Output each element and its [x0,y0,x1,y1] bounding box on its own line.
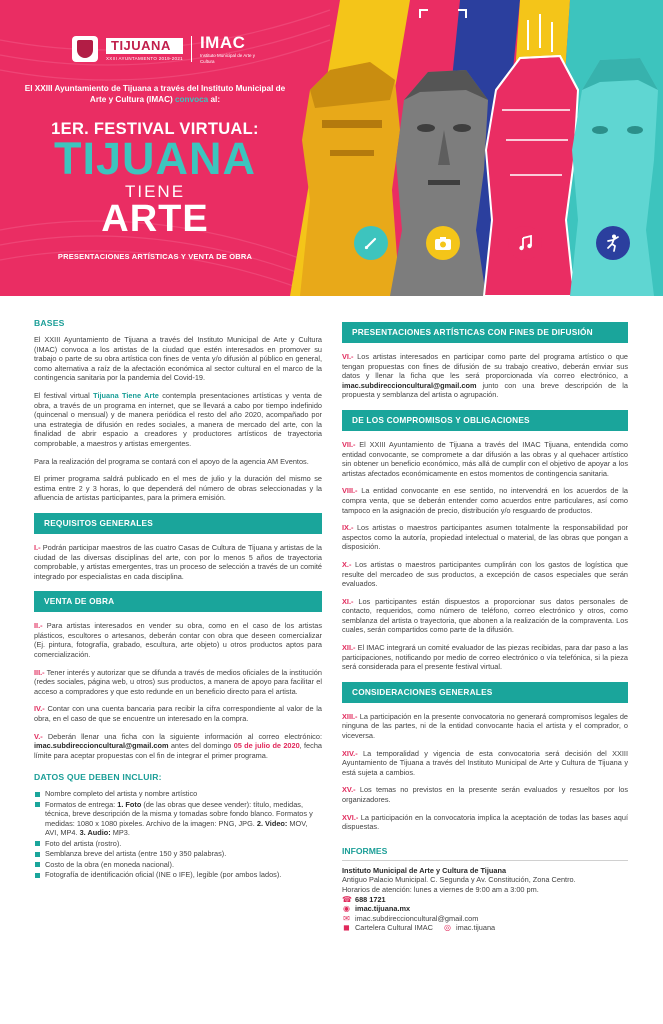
intro-part-a: El XXIII Ayuntamiento de Tijuana a través del Instituto Municipal de Arte y Cultura (IMAC) [24,84,286,104]
website-link[interactable]: imac.tijuana.mx [355,904,411,914]
email-row [342,914,628,924]
globe-icon: ◉ [343,904,350,914]
clause-I [34,543,322,581]
clause-number: X.- [342,559,352,569]
clause-text: Los artistas o maestros participantes cumplirán con los gastos de logística que resulte del mercadeo de sus productos, a excepción de casos especiales que serán evaluados. [342,559,628,589]
phone-icon: ☎ [342,894,352,904]
list-item-text: Formatos de entrega: [45,799,116,809]
camera-icon [426,226,460,260]
festival-subtitle: 1ER. FESTIVAL VIRTUAL: [51,120,259,138]
bases-paragraph-2 [34,391,322,449]
office-hours: Horarios de atención: lunes a viernes de 9:00 am a 3:00 pm. [342,884,539,894]
email-link[interactable]: imac.subdireccioncultural@gmail.com [342,380,477,390]
datos-list [34,789,322,880]
instagram-icon: ◎ [443,923,451,933]
clause-number: XV.- [342,785,356,795]
clause-X [342,560,628,589]
clause-text: Podrán participar maestros de las cuatro Casas de Cultura de Tijuana y artistas de la ciudad de las diversas disciplinas del arte, con por lo menos 5 años de trayectoria comprobable, y artistas emergentes, tras un proceso de selección a través de un comité integrado por especialistas en cada disciplina. [34,542,322,581]
email-link[interactable]: imac.subdireccioncultural@gmail.com [355,913,479,923]
clause-text-a: Los artistas interesados en participar como parte del programa artístico o que tengan propuestas con fines de difusión de su trabajo creativo, deberán enviar sus datos y llenar la ficha que les será proporcionada vía correo electrónico, a [342,352,628,381]
email-link[interactable]: imac.subdireccioncultural@gmail.com [34,741,169,751]
instagram-link[interactable]: imac.tijuana [455,923,496,933]
clause-number: XI.- [342,596,354,606]
clause-text: La temporalidad y vigencia de esta convocatoria será decisión del XXIII Ayuntamiento de Tijuana a través del Instituto Municipal de Arte y Cultura de Tijuana y está sujeta a cambios. [342,748,629,777]
list-item-text: MP3. [112,828,130,838]
section-title-presentaciones: PRESENTACIONES ARTÍSTICAS CON FINES DE DIFUSIÓN [342,322,628,343]
bases-p2-b: contempla presentaciones artísticas y venta de obra, a través de un programa en internet, que se llevará a cabo por tiempo indefinido (quincenal o mensual) y de manera periódica el resto del año 2020, acompañado por una estrategia de difusión en redes sociales, a manera de mercado del arte, con la finalidad de abrir espacio a creadores y productores artísticos de trayectoria comprobable, a maestros y artistas emergentes. [34,390,322,448]
clause-number: IV.- [34,704,45,714]
sculpture-artwork [270,0,663,296]
address: Antiguo Palacio Municipal. C. Segunda y Av. Constitución, Zona Centro. [342,875,576,885]
format-label-video: 2. Video: [256,818,288,828]
section-title-venta: VENTA DE OBRA [34,591,322,612]
clause-II [34,621,322,659]
clause-number: XVI.- [342,812,359,822]
imac-logo-text: IMAC [199,33,246,52]
clause-XII [342,643,628,672]
list-item-text: Nombre completo del artista y nombre artístico [45,789,198,799]
phone-row [342,895,628,905]
clause-text: La participación en la presente convocatoria no generará compromisos legales de ninguna de las partes, ni de la entidad convocante hacia el artista y el comprador, o viceversa. [342,711,628,741]
section-title-requisitos: REQUISITOS GENERALES [34,513,322,534]
clause-VII [342,440,628,478]
format-label-audio: 3. Audio: [79,828,111,838]
clause-number: VII.- [342,439,356,449]
intro-text [24,83,286,105]
clause-number: V.- [34,731,43,741]
tijuana-logo-text: TIJUANA [106,38,183,54]
list-item-text: Costo de la obra (en moneda nacional). [45,859,175,869]
left-column [34,318,322,881]
list-item-text: Fotografía de identificación oficial (INE o IFE), legible (por ambos lados). [45,870,282,880]
clause-text-b: antes del domingo [170,741,232,751]
list-item [34,870,322,880]
list-item [34,800,322,838]
logo-group [72,34,260,64]
social-row [342,923,628,933]
web-row [342,904,628,914]
title-arte: ARTE [101,198,209,240]
clause-VI [342,352,628,400]
brush-icon [354,226,388,260]
deadline-date: 05 de julio de 2020 [233,741,300,751]
clause-text: Los temas no previstos en la presente serán evaluados y resueltos por los organizadores. [342,785,628,804]
mail-icon: ✉ [343,913,350,923]
section-title-consideraciones: CONSIDERACIONES GENERALES [342,682,628,703]
bases-paragraph-3: Para la realización del programa se contará con el apoyo de la agencia AM Eventos. [34,456,309,466]
clause-text: Los artistas o maestros participantes asumen totalmente la responsabilidad por aspectos como la autoría, propiedad intelectual o material, de las obras que pongan a disposición. [342,523,628,552]
clause-number: II.- [34,621,43,631]
clause-XIV [342,749,628,778]
clause-text: El IMAC integrará un comité evaluador de las piezas recibidas, para dar paso a las participaciones, notificando por medio de correo electrónico o vía telefónica, si la pieza será considerada para el presente festival virtual. [342,643,628,672]
institution-name: Instituto Municipal de Arte y Cultura de Tijuana [342,865,507,875]
bases-p2-a: El festival virtual [34,390,90,400]
clause-number: XIII.- [342,711,358,721]
section-title-bases: BASES [34,318,65,328]
clause-V [34,732,322,761]
clause-text: Para artistas interesados en vender su obra, como en el caso de los artistas plásticos, escultores o artesanos, deberán contar con obra que deseen comercializar (Ej. pintura, fotografía, grabado, escultura, arte objeto) u otros productos aptos para comercialización. [34,621,322,660]
section-title-informes: INFORMES [342,846,628,861]
clause-number: I.- [34,542,41,552]
clause-III [34,668,322,697]
clause-number: XIV.- [342,748,358,758]
list-item [34,789,322,799]
list-item-text: (de las obras que desee vender): título, medidas, técnica, breve descripción de la misma y tomadas sobre fondo blanco. Formatos y medidas: 1080 x 1080 pixeles. Archivo de la imagen: PNG, JPG. [45,799,313,828]
facebook-link[interactable]: Cartelera Cultural IMAC [355,923,433,933]
title-tiene: TIENE [124,182,186,201]
logo-divider [191,36,192,62]
music-note-icon [508,226,542,260]
title-tijuana: TIJUANA [53,133,256,184]
dancer-icon [596,226,630,260]
hero-tagline: PRESENTACIONES ARTÍSTICAS Y VENTA DE OBRA [57,252,253,261]
clause-XV [342,785,628,804]
phone-number[interactable]: 688 1721 [355,894,386,904]
clause-XVI [342,813,628,832]
festival-name-highlight: Tijuana Tiene Arte [93,390,159,400]
list-item-text: Foto del artista (rostro). [45,838,122,848]
clause-IV [34,704,322,723]
intro-part-b: al: [210,95,221,104]
bases-paragraph-1: El XXIII Ayuntamiento de Tijuana a través del Instituto Municipal de Arte y Cultura (IMAC) convoca a los artistas de la ciudad que estén interesados en promover su trabajo o parte de su obra artística con fines de venta y/o difusión al público en general, como alternativa a raíz de la afectación económica al sector cultural en el marco de la contingencia sanitaria por la pandemia del Covid-19. [34,335,322,383]
list-item [34,839,322,849]
bases-paragraph-4: El primer programa saldrá publicado en el mes de julio y la duración del mismo se estima entre 2 y 3 horas, lo que dependerá del número de obras seleccionadas y la afluencia de artistas participantes, para la primera emisión. [34,474,322,503]
imac-logo-sub: Instituto Municipal de Arte y Cultura [199,53,255,64]
clause-text: Tener interés y autorizar que se difunda a través de medios oficiales de la institución (redes sociales, página web, u otros) sus productos, a manera de apoyo para facilitar el acceso a compradores y que esto redunde en un beneficio directo para el artista. [34,667,322,696]
clause-number: III.- [34,667,45,677]
clause-number: VIII.- [342,486,358,496]
clause-number: IX.- [342,523,354,533]
hero-banner [0,0,663,296]
facebook-icon: ◼ [343,923,350,933]
clause-text: La participación en la convocatoria implica la aceptación de todas las bases aquí dispuestas. [342,812,628,832]
clause-text: La entidad convocante en ese sentido, no intervendrá en los acuerdos de la compra venta, que se deberán entender como acuerdos entre particulares, así como tampoco en la asignación de precio, distribución y/o resguardo de productos. [342,486,628,515]
format-label-foto: 1. Foto [117,799,142,809]
section-title-datos: DATOS QUE DEBEN INCLUIR: [34,772,162,783]
list-item [34,860,322,870]
section-title-compromisos: DE LOS COMPROMISOS Y OBLIGACIONES [342,410,628,431]
clause-text-c: , fecha límite para aceptar propuestas con el fin de integrar el primer programa. [34,741,322,760]
clause-text: Contar con una cuenta bancaria para recibir la cifra correspondiente al valor de la obra, en el caso de que se encuentre un interesado en la compra. [34,704,322,724]
imac-logo [200,34,260,64]
clause-IX [342,523,628,552]
list-item-text: MOV, AVI, MP4. [45,818,308,838]
right-column [342,318,628,933]
clause-number: XII.- [342,643,356,653]
city-crest-icon [72,36,98,62]
tijuana-logo-sub: XXIII AYUNTAMIENTO 2019-2021 [106,55,183,61]
clause-text: El XXIII Ayuntamiento de Tijuana a través del IMAC Tijuana, entendida como entidad convocante, se compromete a dar difusión a las obras y al quehacer artístico sin obtener un beneficio económico, más allá de cumplir con el objetivo de apoyar a los artistas afectados económicamente en estos momentos de contingencia sanitaria. [342,439,628,478]
clause-VIII [342,486,628,515]
list-item [34,849,322,859]
clause-text: Los participantes están dispuestos a proporcionar sus datos personales de contacto, requeridos, como número de teléfono, correo electrónico y otros, como semblanza del artista o trayectoria, que abonen a la realización de la compraventa. Los cuales, serán compartidos como parte de la difusión. [342,596,628,635]
clause-XI [342,597,628,635]
list-item-text: Semblanza breve del artista (entre 150 y 350 palabras). [45,849,227,859]
clause-number: VI.- [342,352,354,361]
clause-text-b: junto con una breve descripción de la propuesta y semblanza del artista o agrupación. [342,380,628,400]
clause-text-a: Deberán llenar una ficha con la siguiente información al correo electrónico: [47,731,322,741]
tijuana-logo [106,38,183,61]
intro-accent: convoca [175,95,209,104]
clause-XIII [342,712,628,741]
